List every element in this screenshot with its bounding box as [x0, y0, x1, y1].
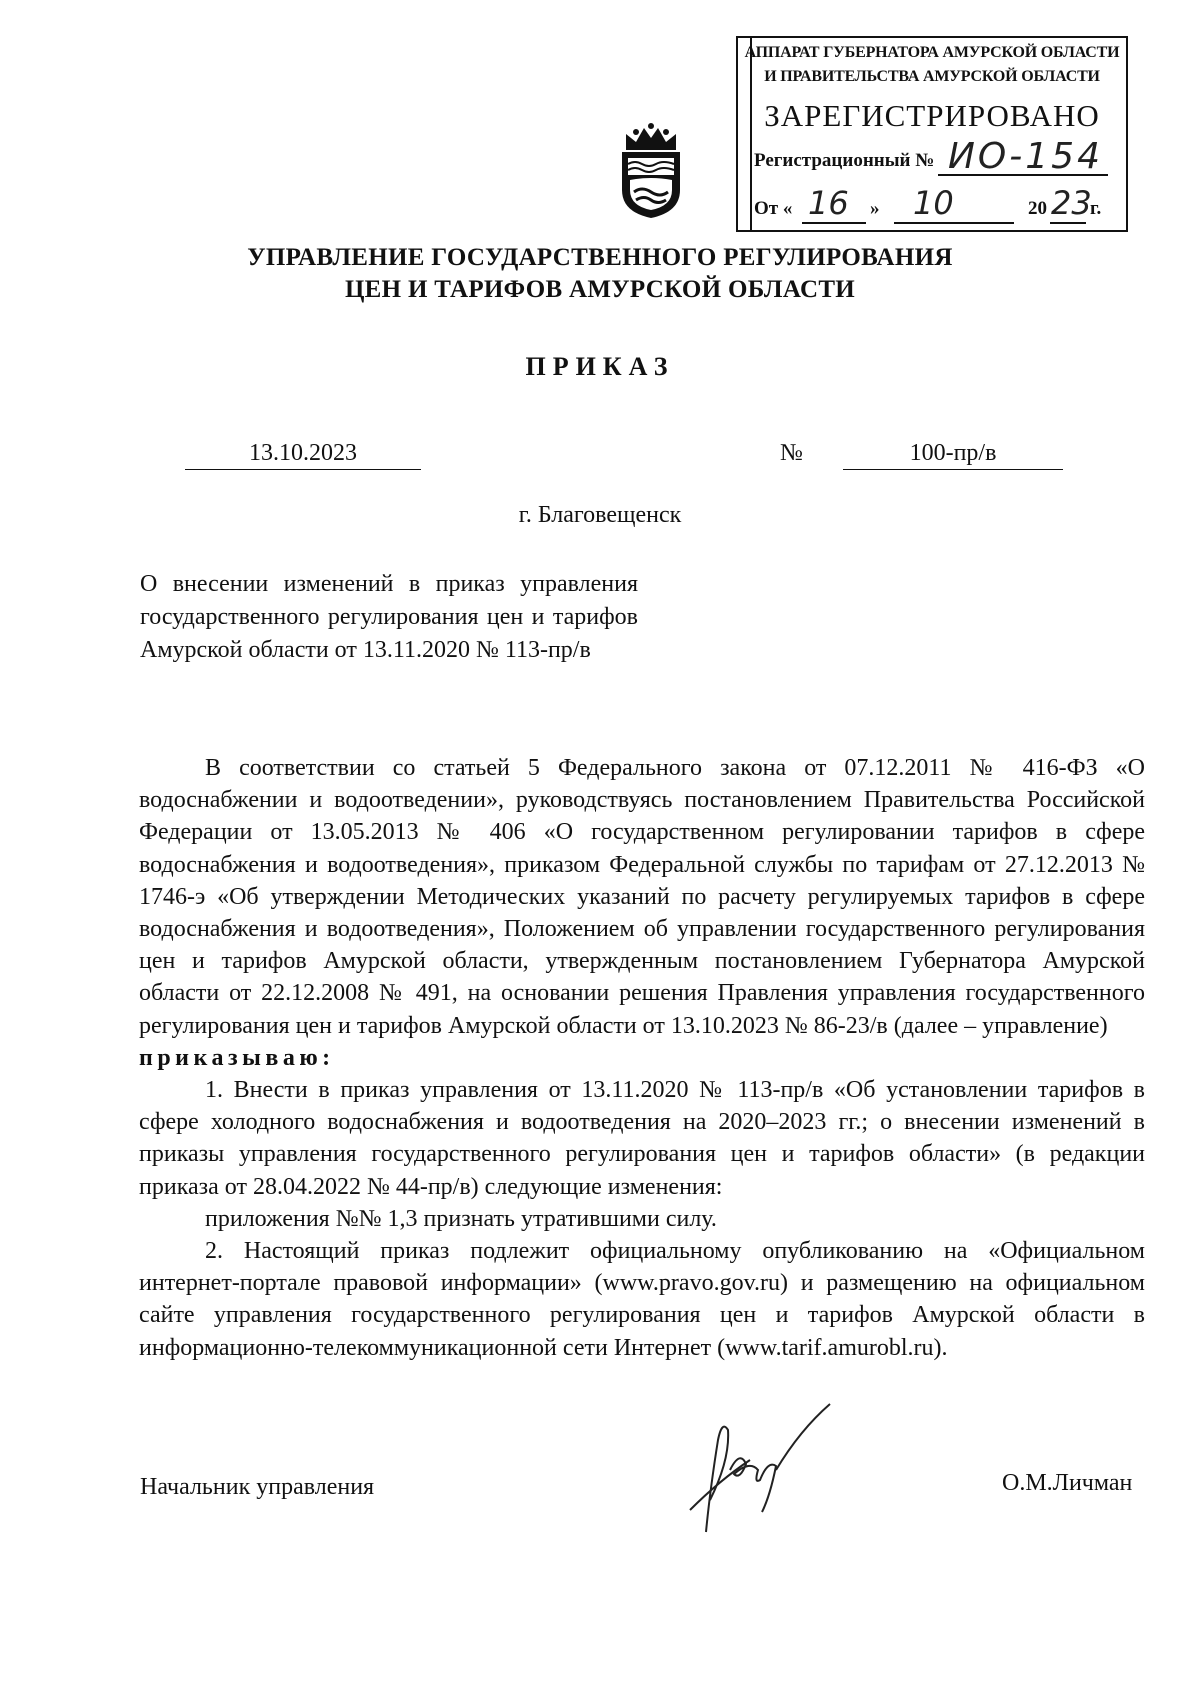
stamp-date-quote: » [870, 198, 880, 219]
stamp-date-label: От « [754, 198, 793, 219]
stamp-day-underline [802, 222, 866, 224]
body-preamble: В соответствии со статьей 5 Федерального закона от 07.12.2011 № 416-ФЗ «О водоснабжении и водоотведении», руководствуясь постановлением Правительства Российской Федерации от 13.05.2013 № 406 «О государственном регулировании тарифов в сфере водоснабжения и водоотведения», приказом Федеральной службы по тарифам от 27.12.2013 № 1746-э «Об утверждении Методических указаний по расчету регулируемых тарифов в сфере водоснабжения и водоотведения», Положением об управлении государственного регулирования цен и тарифов Амурской области, утвержденным постановлением Губернатора Амурской области от 22.12.2008 № 491, на основании решения Правления управления государственного регулирования цен и тарифов Амурской области от 13.10.2023 № 86-23/в (далее – управление) [139, 755, 1145, 1039]
order-body [139, 752, 1145, 1364]
stamp-registered-label: ЗАРЕГИСТРИРОВАНО [764, 98, 1100, 133]
order-subject-text: О внесении изменений в приказ управления государственного регулирования цен и тарифов Амурской области от 13.11.2020 № 113-пр/в [140, 571, 638, 663]
body-item-1-sub: приложения №№ 1,3 признать утратившими силу. [205, 1205, 717, 1232]
stamp-border-line [750, 38, 752, 230]
agency-name-line1: УПРАВЛЕНИЕ ГОСУДАРСТВЕННОГО РЕГУЛИРОВАНИЯ [247, 244, 953, 271]
body-item-1: 1. Внести в приказ управления от 13.11.2020 № 113-пр/в «Об установлении тарифов в сфере холодного водоснабжения и водоотведения на 2020–2023 гг.; о внесении изменений в приказы управления государственного регулирования цен и тарифов области» (в редакции приказа от 28.04.2022 № 44-пр/в) следующие изменения: [139, 1077, 1145, 1200]
stamp-org-line1: АППАРАТ ГУБЕРНАТОРА АМУРСКОЙ ОБЛАСТИ [744, 44, 1120, 61]
stamp-org-line2: И ПРАВИТЕЛЬСТВА АМУРСКОЙ ОБЛАСТИ [764, 68, 1100, 85]
body-item-2: 2. Настоящий приказ подлежит официальному опубликованию на «Официальном интернет-портале правовой информации» (www.pravo.gov.ru) и размещению на официальном сайте управления государственного регулирования цен и тарифов Амурской области в информационно-телекоммуникационной сети Интернет (www.tarif.amurobl.ru). [139, 1238, 1145, 1361]
order-city: г. Благовещенск [518, 502, 682, 528]
signatory-name: О.М.Личман [1002, 1470, 1133, 1496]
stamp-year-underline [1050, 222, 1086, 224]
order-number: 100-пр/в [843, 440, 1063, 470]
stamp-year-suffix: 23 [1051, 184, 1092, 222]
stamp-reg-number: ИО-154 [948, 136, 1103, 177]
document-type-title: ПРИКАЗ [525, 352, 675, 381]
registration-stamp [736, 36, 1128, 232]
order-subject [140, 568, 638, 667]
coat-of-arms-icon [612, 120, 690, 220]
agency-name-line2: ЦЕН И ТАРИФОВ АМУРСКОЙ ОБЛАСТИ [344, 276, 856, 303]
stamp-date-month: 10 [913, 184, 954, 222]
signatory-title: Начальник управления [140, 1474, 375, 1500]
stamp-month-underline [894, 222, 1014, 224]
stamp-year-prefix: 20 [1028, 198, 1047, 219]
order-date: 13.10.2023 [185, 440, 421, 470]
handwritten-signature [680, 1400, 840, 1550]
stamp-date-day: 16 [808, 184, 849, 222]
stamp-year-end: г. [1090, 198, 1102, 219]
stamp-reg-number-label: Регистрационный № [754, 150, 935, 171]
body-orders-word: приказываю: [139, 1044, 335, 1071]
order-number-sign: № [780, 440, 803, 466]
